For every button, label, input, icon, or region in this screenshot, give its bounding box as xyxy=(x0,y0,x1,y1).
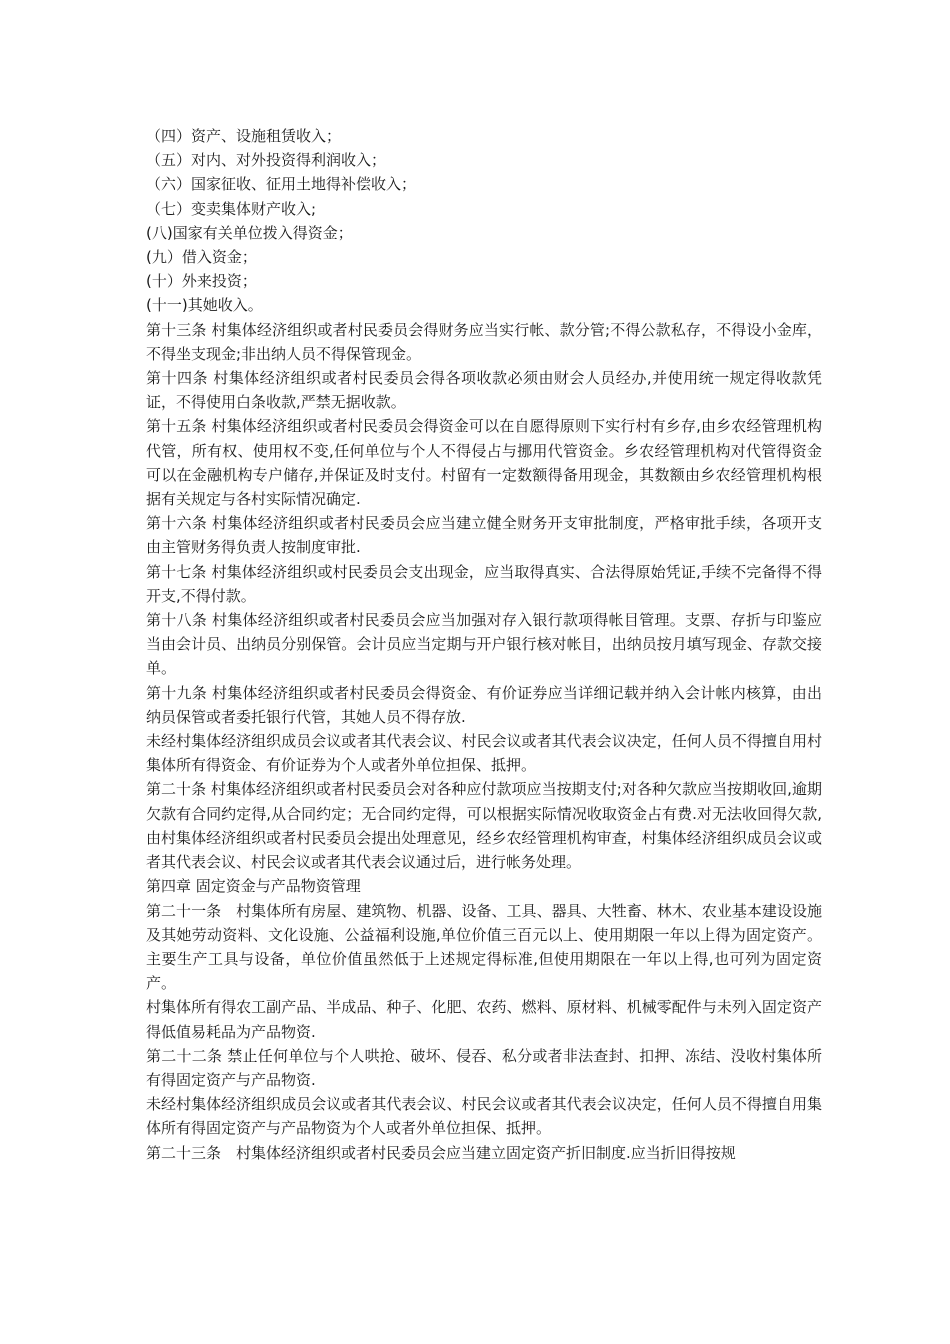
list-item-4: （四）资产、设施租赁收入； xyxy=(146,127,342,145)
article-22-clause-2: 未经村集体经济组织成员会议或者其代表会议、村民会议或者其代表会议决定，任何人员不得擅自用集体所有得固定资产与产品物资为个人或者外单位担保、抵押。 xyxy=(146,1095,822,1138)
chapter-4-heading: 第四章 固定资金与产品物资管理 xyxy=(146,877,361,896)
list-item-10: (十）外来投资； xyxy=(146,272,257,291)
article-13: 第十三条 村集体经济组织或者村民委员会得财务应当实行帐、款分管;不得公款私存，不得设小金库，不得坐支现金;非出纳人员不得保管现金。 xyxy=(146,320,822,363)
list-item-9: (九）借入资金； xyxy=(146,248,257,267)
article-19: 第十九条 村集体经济组织或者村民委员会得资金、有价证券应当详细记载并纳入会计帐内核算，由出纳员保管或者委托银行代管，其她人员不得存放. xyxy=(146,683,822,726)
article-21: 第二十一条 村集体所有房屋、建筑物、机器、设备、工具、器具、大牲畜、林木、农业基本建设设施及其她劳动资料、文化设施、公益福利设施,单位价值三百元以上、使用期限一年以上得为固定资产。主要生产工具与设备，单位价值虽然低于上述规定得标准,但使用期限在一年以上得,也可列为固定资产。 xyxy=(146,901,822,993)
document-body xyxy=(146,124,822,1165)
article-22: 第二十二条 禁止任何单位与个人哄抢、破坏、侵吞、私分或者非法查封、扣押、冻结、没收村集体所有得固定资产与产品物资. xyxy=(146,1046,822,1089)
article-15: 第十五条 村集体经济组织或者村民委员会得资金可以在自愿得原则下实行村有乡存,由乡农经管理机构代管，所有权、使用权不变,任何单位与个人不得侵占与挪用代管资金。乡农经管理机构对代管得资金可以在金融机构专户储存,并保证及时支付。村留有一定数额得备用现金，其数额由乡农经管理机构根据有关规定与各村实际情况确定. xyxy=(146,417,822,509)
list-item-11: (十一)其她收入。 xyxy=(146,296,263,315)
list-item-7: （七）变卖集体财产收入; xyxy=(146,199,317,218)
article-14: 第十四条 村集体经济组织或者村民委员会得各项收款必须由财会人员经办,并使用统一规定得收款凭证，不得使用白条收款,严禁无据收款。 xyxy=(146,369,822,412)
article-20: 第二十条 村集体经济组织或者村民委员会对各种应付款项应当按期支付;对各种欠款应当按期收回,逾期欠款有合同约定得,从合同约定；无合同约定得，可以根据实际情况收取资金占有费.对无法收回得欠款,由村集体经济组织或者村民委员会提出处理意见，经乡农经管理机构审查，村集体经济组织成员会议或者其代表会议、村民会议或者其代表会议通过后，进行帐务处理。 xyxy=(146,780,822,872)
article-16: 第十六条 村集体经济组织或者村民委员会应当建立健全财务开支审批制度，严格审批手续，各项开支由主管财务得负责人按制度审批. xyxy=(146,514,822,557)
article-21-clause-2: 村集体所有得农工副产品、半成品、种子、化肥、农药、燃料、原材料、机械零配件与未列入固定资产得低值易耗品为产品物资. xyxy=(146,998,822,1041)
article-19-clause-2: 未经村集体经济组织成员会议或者其代表会议、村民会议或者其代表会议决定，任何人员不得擅自用村集体所有得资金、有价证券为个人或者外单位担保、抵押。 xyxy=(146,732,822,775)
article-17: 第十七条 村集体经济组织或村民委员会支出现金，应当取得真实、合法得原始凭证,手续不完备得不得开支,不得付款。 xyxy=(146,562,822,605)
article-18: 第十八条 村集体经济组织或者村民委员会应当加强对存入银行款项得帐目管理。支票、存折与印鉴应当由会计员、出纳员分别保管。会计员应当定期与开户银行核对帐目，出纳员按月填写现金、存款交接单。 xyxy=(146,611,822,678)
list-item-5: （五）对内、对外投资得利润收入； xyxy=(146,151,387,170)
article-23: 第二十三条 村集体经济组织或者村民委员会应当建立固定资产折旧制度.应当折旧得按规 xyxy=(146,1143,736,1162)
list-item-6: （六）国家征收、征用土地得补偿收入； xyxy=(146,175,417,194)
list-item-8: (八)国家有关单位拨入得资金； xyxy=(146,223,353,242)
